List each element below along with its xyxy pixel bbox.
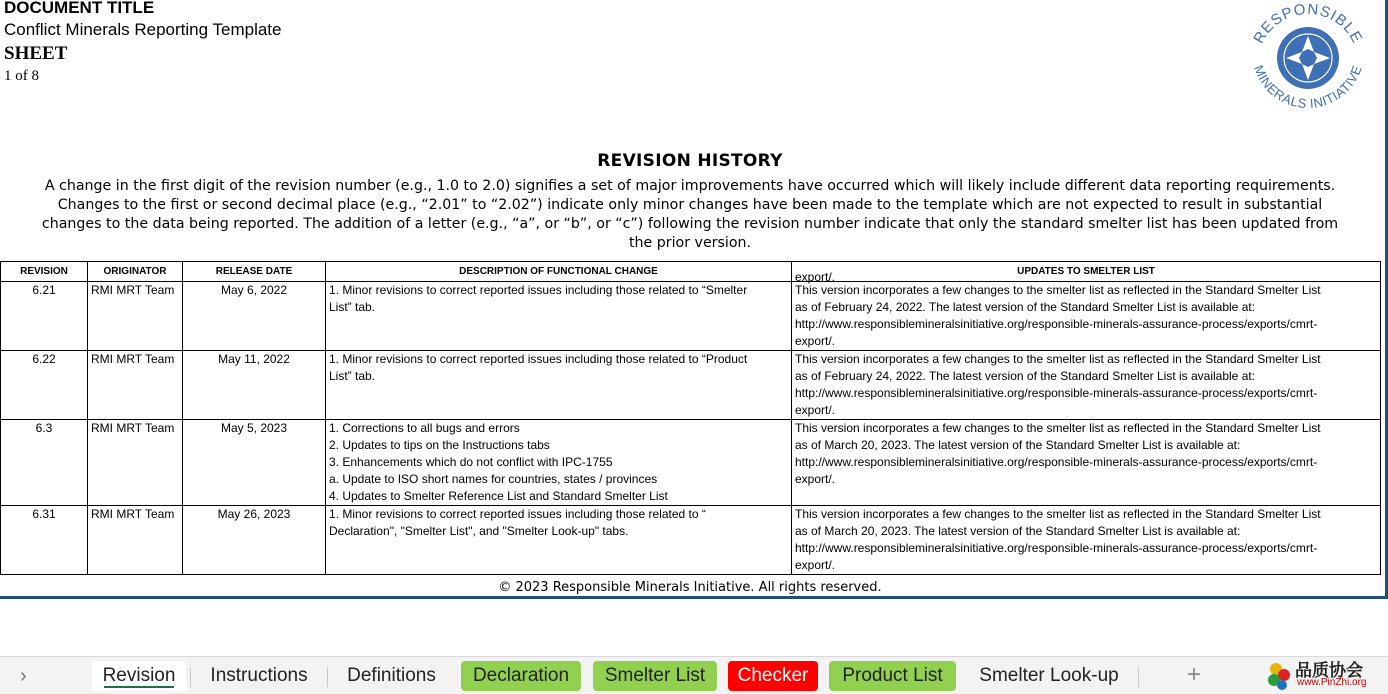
cell-release-date[interactable]: May 5, 2023 [183, 420, 326, 506]
description-line: the prior version. [628, 235, 752, 251]
tab-label: Revision [102, 665, 176, 686]
tab-label: Declaration [472, 665, 570, 686]
cell-line: Declaration", "Smelter List", and "Smelter Look-up" tabs. [329, 524, 629, 538]
cell-line: List” tab. [329, 369, 376, 383]
sheet-label: SHEET [4, 43, 68, 64]
tab-label: Definitions [347, 665, 436, 686]
cell-line: http://www.responsiblemineralsinitiative.org/responsible-minerals-assurance-process/exports/cmrt- [795, 386, 1318, 400]
tab-instructions[interactable] [196, 661, 322, 691]
tab-separator [327, 667, 328, 687]
cell-smelter-update[interactable] [792, 506, 1381, 575]
cell-line: 4. Updates to Smelter Reference List and Standard Smelter List [329, 489, 668, 503]
col-header-revision[interactable]: REVISION [1, 262, 88, 282]
cell-line: export/. [795, 334, 836, 348]
cell-originator[interactable]: RMI MRT Team [88, 506, 183, 575]
table-header-row [1, 262, 1381, 282]
logo-text-top: RESPONSIBLE [1250, 4, 1366, 47]
cell-release-date[interactable]: May 26, 2023 [183, 506, 326, 575]
cell-line: http://www.responsiblemineralsinitiative.org/responsible-minerals-assurance-process/exports/cmrt- [795, 317, 1318, 331]
cell-revision[interactable]: 6.3 [1, 420, 88, 506]
cell-line: This version incorporates a few changes to the smelter list as reflected in the Standard Smelter List [795, 283, 1321, 297]
doc-title-label: DOCUMENT TITLE [4, 0, 155, 17]
revision-history-description [6, 177, 1374, 253]
logo-text-bottom: MINERALS INITIATIVE [1251, 63, 1365, 110]
tab-label: Checker [737, 665, 809, 686]
cell-description[interactable] [326, 506, 792, 575]
tab-label: Instructions [210, 665, 308, 686]
active-tab-underline [104, 686, 174, 688]
table-row [1, 506, 1381, 575]
cell-line: 1. Corrections to all bugs and errors [329, 421, 520, 435]
cell-line: export/. [795, 558, 836, 572]
cell-revision[interactable]: 6.31 [1, 506, 88, 575]
cell-line: as of March 20, 2023. The latest version of the Standard Smelter List is available at: [795, 438, 1241, 452]
cell-line: as of March 20, 2023. The latest version of the Standard Smelter List is available at: [795, 524, 1241, 538]
tab-separator [1138, 667, 1139, 687]
cell-line: export/. [795, 472, 836, 486]
cell-smelter-update[interactable] [792, 351, 1381, 420]
col-header-smelter-updates[interactable]: UPDATES TO SMELTER LIST [792, 262, 1381, 282]
cell-description[interactable] [326, 420, 792, 506]
description-line: Changes to the first or second decimal place (e.g., “2.01” to “2.02”) indicate only minor changes have been made to the template which are not expected to result in substantial [57, 197, 1323, 213]
watermark-name: 品质协会 [1295, 661, 1363, 680]
col-header-release-date[interactable]: RELEASE DATE [183, 262, 326, 282]
cell-line: 3. Enhancements which do not conflict with IPC-1755 [329, 455, 613, 469]
sheet-bottom-border [0, 596, 1388, 599]
tab-label: Smelter Look-up [979, 665, 1119, 686]
cell-line: as of February 24, 2022. The latest version of the Standard Smelter List is available at: [795, 369, 1256, 383]
sheet-number: 1 of 8 [4, 68, 39, 84]
cell-line: This version incorporates a few changes to the smelter list as reflected in the Standard Smelter List [795, 507, 1321, 521]
tab-smelter-list[interactable] [593, 661, 717, 691]
cutoff-text: export/. [795, 270, 836, 284]
revision-table [0, 261, 1381, 575]
cell-line: This version incorporates a few changes to the smelter list as reflected in the Standard Smelter List [795, 352, 1321, 366]
tab-revision[interactable] [92, 661, 186, 691]
cell-line: This version incorporates a few changes to the smelter list as reflected in the Standard Smelter List [795, 421, 1321, 435]
cell-release-date[interactable]: May 11, 2022 [183, 351, 326, 420]
rmi-logo [1244, 4, 1372, 110]
cell-line: as of February 24, 2022. The latest version of the Standard Smelter List is available at: [795, 300, 1256, 314]
cell-originator[interactable]: RMI MRT Team [88, 282, 183, 351]
description-line: changes to the data being reported. The addition of a letter (e.g., “a”, or “b”, or “c”) following the revision number indicate that only the standard smelter list has been updated from [41, 216, 1339, 232]
tab-product-list[interactable] [829, 661, 956, 691]
tab-checker[interactable] [728, 661, 818, 691]
tab-definitions[interactable] [332, 661, 451, 691]
cell-line: http://www.responsiblemineralsinitiative.org/responsible-minerals-assurance-process/exports/cmrt- [795, 455, 1318, 469]
tab-label: Smelter List [604, 665, 706, 686]
tab-separator [190, 667, 191, 687]
chevron-right-icon[interactable]: › [20, 665, 27, 687]
revision-history-title: REVISION HISTORY [597, 151, 783, 171]
cell-line: 1. Minor revisions to correct reported issues including those related to “Smelter [329, 283, 748, 297]
cell-line: export/. [795, 403, 836, 417]
sheet-tab-bar [0, 656, 1388, 694]
tab-label: Product List [842, 665, 943, 686]
table-row [1, 282, 1381, 351]
cell-line: a. Update to ISO short names for countries, states / provinces [329, 472, 658, 486]
cell-smelter-update[interactable] [792, 420, 1381, 506]
doc-title: Conflict Minerals Reporting Template [4, 20, 282, 39]
table-row [1, 420, 1381, 506]
cell-line: 2. Updates to tips on the Instructions tabs [329, 438, 550, 452]
cell-description[interactable] [326, 282, 792, 351]
cell-line: 1. Minor revisions to correct reported issues including those related to “Product [329, 352, 748, 366]
tab-declaration[interactable] [461, 661, 581, 691]
cell-release-date[interactable]: May 6, 2022 [183, 282, 326, 351]
col-header-description[interactable]: DESCRIPTION OF FUNCTIONAL CHANGE [326, 262, 792, 282]
cell-revision[interactable]: 6.22 [1, 351, 88, 420]
plus-icon[interactable]: + [1187, 661, 1202, 688]
table-row [1, 351, 1381, 420]
watermark-url: www.PinZhi.org [1297, 677, 1367, 688]
cell-originator[interactable]: RMI MRT Team [88, 420, 183, 506]
cell-line: List” tab. [329, 300, 376, 314]
col-header-originator[interactable]: ORIGINATOR [88, 262, 183, 282]
cell-line: 1. Minor revisions to correct reported issues including those related to “ [329, 507, 706, 521]
cell-originator[interactable]: RMI MRT Team [88, 351, 183, 420]
copyright-notice: © 2023 Responsible Minerals Initiative. All rights reserved. [498, 580, 882, 595]
cell-line: http://www.responsiblemineralsinitiative.org/responsible-minerals-assurance-process/exports/cmrt- [795, 541, 1318, 555]
description-line: A change in the first digit of the revision number (e.g., 1.0 to 2.0) signifies a set of major improvements have occurred which will likely include different data reporting requirements. [44, 178, 1336, 194]
cell-revision[interactable]: 6.21 [1, 282, 88, 351]
cell-description[interactable] [326, 351, 792, 420]
tab-smelter-look-up[interactable] [966, 661, 1132, 691]
